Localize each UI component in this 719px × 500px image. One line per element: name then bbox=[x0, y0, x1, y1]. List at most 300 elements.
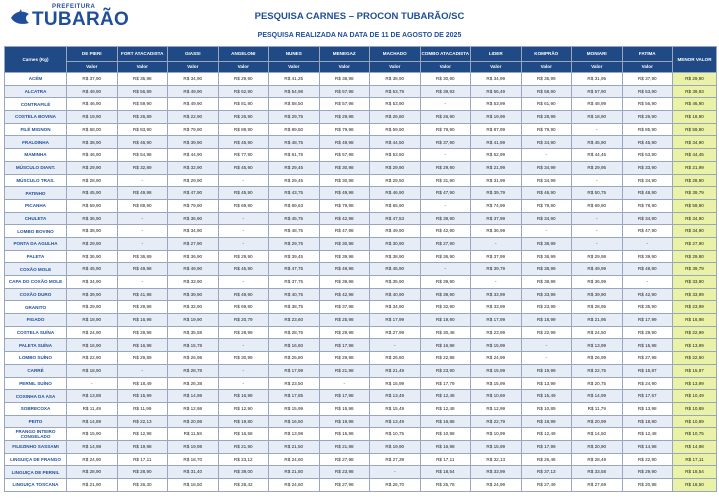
price-cell: R$ 38,98 bbox=[319, 73, 370, 86]
price-cell: R$ 19,90 bbox=[420, 314, 471, 327]
price-cell: R$ 19,90 bbox=[168, 314, 219, 327]
lowest-price-cell: R$ 18,50 bbox=[673, 479, 717, 492]
price-cell: R$ 49,90 bbox=[168, 98, 219, 111]
product-name: PEITO bbox=[5, 415, 67, 428]
price-cell: R$ 14,98 bbox=[168, 390, 219, 403]
lowest-price-cell: R$ 27,90 bbox=[673, 237, 717, 250]
price-cell: R$ 15,90 bbox=[67, 428, 118, 441]
price-cell: R$ 45,90 bbox=[622, 136, 673, 149]
price-cell: R$ 34,90 bbox=[67, 276, 118, 289]
price-cell: R$ 22,98 bbox=[420, 352, 471, 365]
logo-name: TUBARÃO bbox=[32, 9, 130, 30]
price-cell: R$ 11,58 bbox=[168, 428, 219, 441]
price-table-body bbox=[5, 73, 717, 492]
price-cell: R$ 29,45 bbox=[269, 174, 320, 187]
price-cell: R$ 16,90 bbox=[67, 339, 118, 352]
price-cell: R$ 44,90 bbox=[168, 149, 219, 162]
price-cell: R$ 47,98 bbox=[319, 225, 370, 238]
price-cell: R$ 46,90 bbox=[67, 149, 118, 162]
price-cell: R$ 32,89 bbox=[117, 161, 168, 174]
product-name: FILÉ MIGNON bbox=[5, 123, 67, 136]
price-cell: R$ 36,99 bbox=[471, 225, 522, 238]
price-cell: R$ 37,90 bbox=[67, 73, 118, 86]
lowest-price-cell: R$ 10,49 bbox=[673, 390, 717, 403]
price-cell: R$ 85,90 bbox=[622, 123, 673, 136]
price-cell: R$ 29,75 bbox=[269, 111, 320, 124]
table-row bbox=[5, 428, 717, 441]
price-cell: R$ 17,99 bbox=[471, 314, 522, 327]
price-cell: R$ 29,90 bbox=[218, 73, 269, 86]
price-cell: R$ 34,90 bbox=[521, 212, 572, 225]
price-cell: R$ 29,90 bbox=[168, 174, 219, 187]
price-cell: R$ 38,90 bbox=[370, 73, 421, 86]
value-subheader: Valor bbox=[370, 62, 421, 73]
value-subheader: Valor bbox=[420, 62, 471, 73]
price-cell: R$ 28,99 bbox=[521, 111, 572, 124]
product-name: FIGADO bbox=[5, 314, 67, 327]
price-cell: R$ 87,99 bbox=[471, 123, 522, 136]
price-cell: R$ 12,98 bbox=[117, 428, 168, 441]
price-cell: R$ 34,90 bbox=[622, 174, 673, 187]
price-cell: R$ 23,12 bbox=[218, 453, 269, 466]
product-name: CHULETA bbox=[5, 212, 67, 225]
price-cell: R$ 35,90 bbox=[370, 276, 421, 289]
price-cell: R$ 26,80 bbox=[370, 352, 421, 365]
price-cell: - bbox=[572, 225, 623, 238]
price-cell: R$ 26,90 bbox=[218, 111, 269, 124]
price-cell: R$ 28,78 bbox=[168, 364, 219, 377]
price-cell: R$ 26,38 bbox=[168, 377, 219, 390]
price-cell: R$ 45,90 bbox=[67, 187, 118, 200]
price-cell: R$ 22,90 bbox=[67, 352, 118, 365]
price-cell: R$ 17,11 bbox=[117, 453, 168, 466]
price-cell: R$ 17,98 bbox=[319, 339, 370, 352]
price-cell: - bbox=[370, 339, 421, 352]
price-cell: R$ 79,98 bbox=[319, 123, 370, 136]
price-cell: R$ 37,13 bbox=[521, 466, 572, 479]
price-cell: R$ 17,99 bbox=[269, 364, 320, 377]
product-name: LOMBO BOVINO bbox=[5, 225, 67, 238]
price-cell: R$ 29,98 bbox=[117, 301, 168, 314]
price-cell: R$ 29,98 bbox=[117, 326, 168, 339]
value-subheader: Valor bbox=[622, 62, 673, 73]
lowest-price-cell: R$ 39,93 bbox=[673, 85, 717, 98]
price-cell: R$ 29,95 bbox=[572, 161, 623, 174]
price-cell: R$ 30,98 bbox=[319, 174, 370, 187]
lowest-price-cell: R$ 29,90 bbox=[673, 250, 717, 263]
price-cell: - bbox=[218, 237, 269, 250]
lowest-price-cell: R$ 44,45 bbox=[673, 149, 717, 162]
price-cell: R$ 19,90 bbox=[67, 111, 118, 124]
price-cell: R$ 16,50 bbox=[269, 415, 320, 428]
price-cell: R$ 22,90 bbox=[168, 111, 219, 124]
store-header: GIASSI bbox=[168, 47, 219, 62]
price-cell: - bbox=[117, 276, 168, 289]
price-cell: R$ 38,90 bbox=[67, 136, 118, 149]
page-title: PESQUISA CARNES – PROCON TUBARÃO/SC bbox=[254, 11, 465, 22]
price-cell: R$ 33,58 bbox=[572, 466, 623, 479]
price-cell: R$ 29,90 bbox=[370, 161, 421, 174]
price-cell: R$ 45,90 bbox=[218, 187, 269, 200]
price-cell: - bbox=[420, 98, 471, 111]
price-cell: R$ 19,99 bbox=[471, 111, 522, 124]
lowest-price-cell: R$ 34,90 bbox=[673, 212, 717, 225]
price-cell: R$ 24,99 bbox=[471, 479, 522, 492]
price-cell: R$ 28,95 bbox=[572, 301, 623, 314]
price-cell: R$ 20,98 bbox=[168, 415, 219, 428]
price-cell: R$ 42,98 bbox=[319, 288, 370, 301]
price-cell: R$ 13,49 bbox=[370, 415, 421, 428]
price-cell: R$ 26,30 bbox=[117, 479, 168, 492]
table-row bbox=[5, 339, 717, 352]
price-cell: R$ 48,90 bbox=[622, 263, 673, 276]
price-cell: R$ 10,98 bbox=[420, 428, 471, 441]
product-name: COXINHA DA ASA bbox=[5, 390, 67, 403]
price-cell: R$ 32,90 bbox=[168, 301, 219, 314]
price-cell: R$ 30,48 bbox=[420, 326, 471, 339]
price-cell: - bbox=[218, 339, 269, 352]
value-subheader: Valor bbox=[319, 62, 370, 73]
price-cell: R$ 57,98 bbox=[319, 98, 370, 111]
price-cell: R$ 16,88 bbox=[420, 415, 471, 428]
price-cell: R$ 21,80 bbox=[269, 466, 320, 479]
lowest-price-cell: R$ 10,75 bbox=[673, 428, 717, 441]
price-cell: R$ 24,60 bbox=[269, 479, 320, 492]
price-cell: R$ 62,90 bbox=[218, 85, 269, 98]
price-cell: R$ 20,99 bbox=[572, 415, 623, 428]
price-cell: R$ 42,90 bbox=[622, 288, 673, 301]
price-cell: R$ 16,98 bbox=[420, 440, 471, 453]
price-cell: R$ 23,99 bbox=[521, 301, 572, 314]
price-cell: R$ 47,75 bbox=[269, 263, 320, 276]
price-cell: R$ 39,90 bbox=[168, 136, 219, 149]
lowest-price-cell: R$ 34,90 bbox=[673, 225, 717, 238]
price-cell: R$ 33,99 bbox=[471, 288, 522, 301]
price-cell: R$ 16,58 bbox=[218, 428, 269, 441]
price-cell: R$ 34,90 bbox=[168, 73, 219, 86]
product-name: MÚSCULO DIANT. bbox=[5, 161, 67, 174]
price-cell: R$ 45,90 bbox=[218, 136, 269, 149]
price-cell: R$ 39,45 bbox=[269, 250, 320, 263]
product-column-header: Carnes (Kg) bbox=[5, 47, 67, 73]
price-cell: - bbox=[572, 174, 623, 187]
price-cell: R$ 38,90 bbox=[370, 250, 421, 263]
price-cell: R$ 15,87 bbox=[622, 364, 673, 377]
price-cell: R$ 12,49 bbox=[521, 428, 572, 441]
price-cell: R$ 17,85 bbox=[269, 390, 320, 403]
price-cell: R$ 12,98 bbox=[168, 402, 219, 415]
price-cell: R$ 36,99 bbox=[572, 276, 623, 289]
price-cell: R$ 26,99 bbox=[572, 352, 623, 365]
price-cell: R$ 18,99 bbox=[521, 415, 572, 428]
price-cell: R$ 24,90 bbox=[67, 453, 118, 466]
price-cell: R$ 18,99 bbox=[521, 314, 572, 327]
product-name: CONTRAFILÉ bbox=[5, 98, 67, 111]
lowest-price-cell: R$ 18,90 bbox=[673, 111, 717, 124]
table-row bbox=[5, 377, 717, 390]
price-cell: R$ 15,99 bbox=[471, 339, 522, 352]
price-cell: R$ 44,50 bbox=[370, 136, 421, 149]
table-row bbox=[5, 415, 717, 428]
price-cell: R$ 12,48 bbox=[420, 402, 471, 415]
price-cell: R$ 11,99 bbox=[117, 402, 168, 415]
lowest-price-cell: R$ 34,90 bbox=[673, 136, 717, 149]
price-cell: R$ 34,99 bbox=[521, 174, 572, 187]
table-row bbox=[5, 225, 717, 238]
price-cell: R$ 24,90 bbox=[622, 377, 673, 390]
price-cell: R$ 68,00 bbox=[67, 123, 118, 136]
price-cell: R$ 29,98 bbox=[319, 326, 370, 339]
price-cell: R$ 27,49 bbox=[521, 479, 572, 492]
price-cell: R$ 18,70 bbox=[168, 453, 219, 466]
price-cell: R$ 15,99 bbox=[471, 377, 522, 390]
product-name: COXÃO DURO bbox=[5, 288, 67, 301]
price-cell: R$ 35,98 bbox=[117, 73, 168, 86]
price-cell: R$ 39,90 bbox=[168, 288, 219, 301]
price-cell: R$ 48,99 bbox=[572, 98, 623, 111]
table-row bbox=[5, 440, 717, 453]
price-cell: R$ 56,49 bbox=[471, 85, 522, 98]
price-cell: R$ 31,99 bbox=[471, 174, 522, 187]
table-row bbox=[5, 85, 717, 98]
table-row bbox=[5, 174, 717, 187]
price-cell: R$ 29,90 bbox=[67, 237, 118, 250]
price-cell: R$ 22,90 bbox=[622, 453, 673, 466]
price-cell: R$ 27,98 bbox=[622, 352, 673, 365]
price-cell: R$ 78,90 bbox=[622, 199, 673, 212]
price-cell: R$ 19,80 bbox=[218, 415, 269, 428]
table-row bbox=[5, 237, 717, 250]
product-name: CARRÉ bbox=[5, 364, 67, 377]
price-cell: R$ 29,90 bbox=[420, 161, 471, 174]
table-row bbox=[5, 111, 717, 124]
price-cell: R$ 69,90 bbox=[218, 301, 269, 314]
price-cell: R$ 54,98 bbox=[269, 85, 320, 98]
price-cell: R$ 29,75 bbox=[269, 237, 320, 250]
price-cell: R$ 49,98 bbox=[117, 187, 168, 200]
price-cell: R$ 34,90 bbox=[370, 301, 421, 314]
price-cell: R$ 89,50 bbox=[269, 123, 320, 136]
table-row bbox=[5, 212, 717, 225]
lowest-price-cell: R$ 33,99 bbox=[673, 288, 717, 301]
price-cell: R$ 59,90 bbox=[370, 123, 421, 136]
price-cell: R$ 38,75 bbox=[269, 301, 320, 314]
store-header: DE PIERI bbox=[67, 47, 118, 62]
price-cell: R$ 19,90 bbox=[370, 440, 421, 453]
price-cell: R$ 49,90 bbox=[168, 263, 219, 276]
lowest-price-cell: R$ 59,90 bbox=[673, 199, 717, 212]
price-cell: R$ 10,99 bbox=[471, 428, 522, 441]
price-cell: R$ 23,50 bbox=[269, 377, 320, 390]
price-cell: R$ 41,99 bbox=[471, 136, 522, 149]
price-cell: R$ 37,99 bbox=[471, 212, 522, 225]
price-cell: R$ 18,49 bbox=[117, 377, 168, 390]
price-cell: R$ 34,90 bbox=[168, 225, 219, 238]
table-row bbox=[5, 466, 717, 479]
price-cell: R$ 38,99 bbox=[521, 237, 572, 250]
table-row bbox=[5, 187, 717, 200]
price-cell: R$ 36,89 bbox=[117, 250, 168, 263]
price-cell: - bbox=[521, 225, 572, 238]
price-cell: R$ 14,98 bbox=[622, 440, 673, 453]
price-cell: R$ 21,50 bbox=[269, 440, 320, 453]
price-cell: R$ 21,90 bbox=[218, 440, 269, 453]
product-name: ALCATRA bbox=[5, 85, 67, 98]
price-cell: R$ 16,98 bbox=[117, 339, 168, 352]
price-cell: R$ 78,90 bbox=[521, 199, 572, 212]
price-cell: R$ 69,90 bbox=[218, 199, 269, 212]
price-cell: R$ 54,98 bbox=[117, 149, 168, 162]
price-cell: R$ 30,99 bbox=[218, 352, 269, 365]
product-name: PALETA SUÍNA bbox=[5, 339, 67, 352]
price-cell: R$ 36,90 bbox=[67, 212, 118, 225]
price-cell: R$ 30,98 bbox=[319, 237, 370, 250]
table-row bbox=[5, 301, 717, 314]
price-cell: R$ 49,99 bbox=[572, 263, 623, 276]
price-cell: R$ 13,98 bbox=[269, 428, 320, 441]
price-cell: R$ 24,90 bbox=[67, 326, 118, 339]
table-row bbox=[5, 136, 717, 149]
price-cell: R$ 79,90 bbox=[168, 123, 219, 136]
price-cell: R$ 21,99 bbox=[471, 161, 522, 174]
price-cell: R$ 31,95 bbox=[572, 73, 623, 86]
price-cell: R$ 36,90 bbox=[168, 212, 219, 225]
price-cell: R$ 17,99 bbox=[370, 314, 421, 327]
price-cell: R$ 29,98 bbox=[319, 111, 370, 124]
product-name: LOMBO SUÍNO bbox=[5, 352, 67, 365]
price-cell: R$ 29,89 bbox=[117, 352, 168, 365]
price-cell: R$ 57,98 bbox=[319, 85, 370, 98]
lowest-price-cell: R$ 13,99 bbox=[673, 339, 717, 352]
value-header-row bbox=[5, 62, 717, 73]
price-cell: R$ 39,98 bbox=[319, 276, 370, 289]
price-cell: R$ 15,99 bbox=[269, 402, 320, 415]
table-row bbox=[5, 250, 717, 263]
price-cell: R$ 12,99 bbox=[471, 402, 522, 415]
lowest-price-cell: R$ 10,89 bbox=[673, 402, 717, 415]
price-cell: R$ 58,50 bbox=[269, 98, 320, 111]
lowest-price-cell: R$ 22,60 bbox=[673, 352, 717, 365]
table-row bbox=[5, 98, 717, 111]
value-subheader: Valor bbox=[168, 62, 219, 73]
price-cell: R$ 30,90 bbox=[370, 237, 421, 250]
price-cell: R$ 28,42 bbox=[218, 479, 269, 492]
price-cell: R$ 42,90 bbox=[420, 225, 471, 238]
lowest-price-cell: R$ 28,90 bbox=[673, 174, 717, 187]
price-cell: R$ 33,99 bbox=[471, 301, 522, 314]
price-cell: - bbox=[521, 352, 572, 365]
price-cell: R$ 29,90 bbox=[622, 326, 673, 339]
table-row bbox=[5, 352, 717, 365]
table-row bbox=[5, 479, 717, 492]
price-cell: R$ 29,98 bbox=[319, 352, 370, 365]
price-cell: - bbox=[319, 377, 370, 390]
price-cell: - bbox=[218, 174, 269, 187]
store-header: MONIARI bbox=[572, 47, 623, 62]
product-name: GRANITO bbox=[5, 301, 67, 314]
table-row bbox=[5, 263, 717, 276]
price-cell: R$ 46,90 bbox=[117, 136, 168, 149]
price-cell: R$ 16,98 bbox=[117, 314, 168, 327]
price-cell: R$ 39,79 bbox=[471, 263, 522, 276]
product-name: MÚSCULO TRAS. bbox=[5, 174, 67, 187]
price-cell: R$ 50,75 bbox=[572, 187, 623, 200]
price-cell: R$ 39,90 bbox=[420, 276, 471, 289]
value-subheader: Valor bbox=[117, 62, 168, 73]
table-row bbox=[5, 73, 717, 86]
price-cell: R$ 13,98 bbox=[622, 402, 673, 415]
price-cell: - bbox=[117, 174, 168, 187]
price-cell: R$ 32,90 bbox=[168, 161, 219, 174]
price-cell: - bbox=[622, 237, 673, 250]
price-cell: R$ 49,98 bbox=[319, 136, 370, 149]
store-header: KOMPRÃO bbox=[521, 47, 572, 62]
price-cell: R$ 79,90 bbox=[420, 123, 471, 136]
price-cell: - bbox=[420, 199, 471, 212]
price-cell: R$ 49,98 bbox=[117, 263, 168, 276]
price-cell: R$ 31,90 bbox=[420, 174, 471, 187]
table-row bbox=[5, 161, 717, 174]
price-cell: R$ 79,98 bbox=[319, 199, 370, 212]
price-cell: R$ 15,49 bbox=[521, 390, 572, 403]
price-cell: R$ 16,99 bbox=[218, 390, 269, 403]
price-cell: R$ 33,90 bbox=[168, 276, 219, 289]
product-name: PATINHO bbox=[5, 187, 67, 200]
price-cell: R$ 38,90 bbox=[67, 225, 118, 238]
price-cell: R$ 30,90 bbox=[420, 73, 471, 86]
price-cell: R$ 48,75 bbox=[269, 136, 320, 149]
value-subheader: Valor bbox=[572, 62, 623, 73]
price-cell: R$ 15,99 bbox=[370, 377, 421, 390]
price-cell: R$ 17,57 bbox=[622, 390, 673, 403]
price-cell: - bbox=[218, 364, 269, 377]
price-cell: R$ 14,99 bbox=[572, 390, 623, 403]
price-cell: R$ 29,90 bbox=[67, 161, 118, 174]
price-cell: R$ 41,25 bbox=[269, 73, 320, 86]
price-cell: R$ 21,95 bbox=[572, 314, 623, 327]
price-cell: - bbox=[420, 149, 471, 162]
price-cell: R$ 26,46 bbox=[521, 453, 572, 466]
price-cell: R$ 39,90 bbox=[420, 288, 471, 301]
price-cell: R$ 12,48 bbox=[622, 428, 673, 441]
price-cell: R$ 57,90 bbox=[572, 85, 623, 98]
price-cell: - bbox=[218, 276, 269, 289]
price-cell: R$ 27,99 bbox=[370, 326, 421, 339]
price-cell: R$ 53,50 bbox=[370, 149, 421, 162]
price-cell: R$ 49,90 bbox=[67, 85, 118, 98]
price-cell: R$ 15,49 bbox=[370, 402, 421, 415]
price-cell: R$ 11,79 bbox=[572, 402, 623, 415]
price-cell: R$ 53,90 bbox=[622, 149, 673, 162]
table-row bbox=[5, 288, 717, 301]
price-cell: R$ 79,90 bbox=[521, 123, 572, 136]
table-row bbox=[5, 453, 717, 466]
price-cell: R$ 15,98 bbox=[319, 428, 370, 441]
table-row bbox=[5, 149, 717, 162]
table-row bbox=[5, 314, 717, 327]
table-row bbox=[5, 402, 717, 415]
price-cell: - bbox=[117, 212, 168, 225]
price-cell: R$ 83,90 bbox=[117, 123, 168, 136]
price-cell: R$ 10,89 bbox=[521, 402, 572, 415]
lowest-price-cell: R$ 15,87 bbox=[673, 364, 717, 377]
price-cell: R$ 28,90 bbox=[67, 466, 118, 479]
price-cell: R$ 35,99 bbox=[521, 73, 572, 86]
price-cell: R$ 20,90 bbox=[572, 440, 623, 453]
price-cell: R$ 26,70 bbox=[370, 479, 421, 492]
price-cell: R$ 59,90 bbox=[117, 98, 168, 111]
price-cell: R$ 36,90 bbox=[67, 250, 118, 263]
